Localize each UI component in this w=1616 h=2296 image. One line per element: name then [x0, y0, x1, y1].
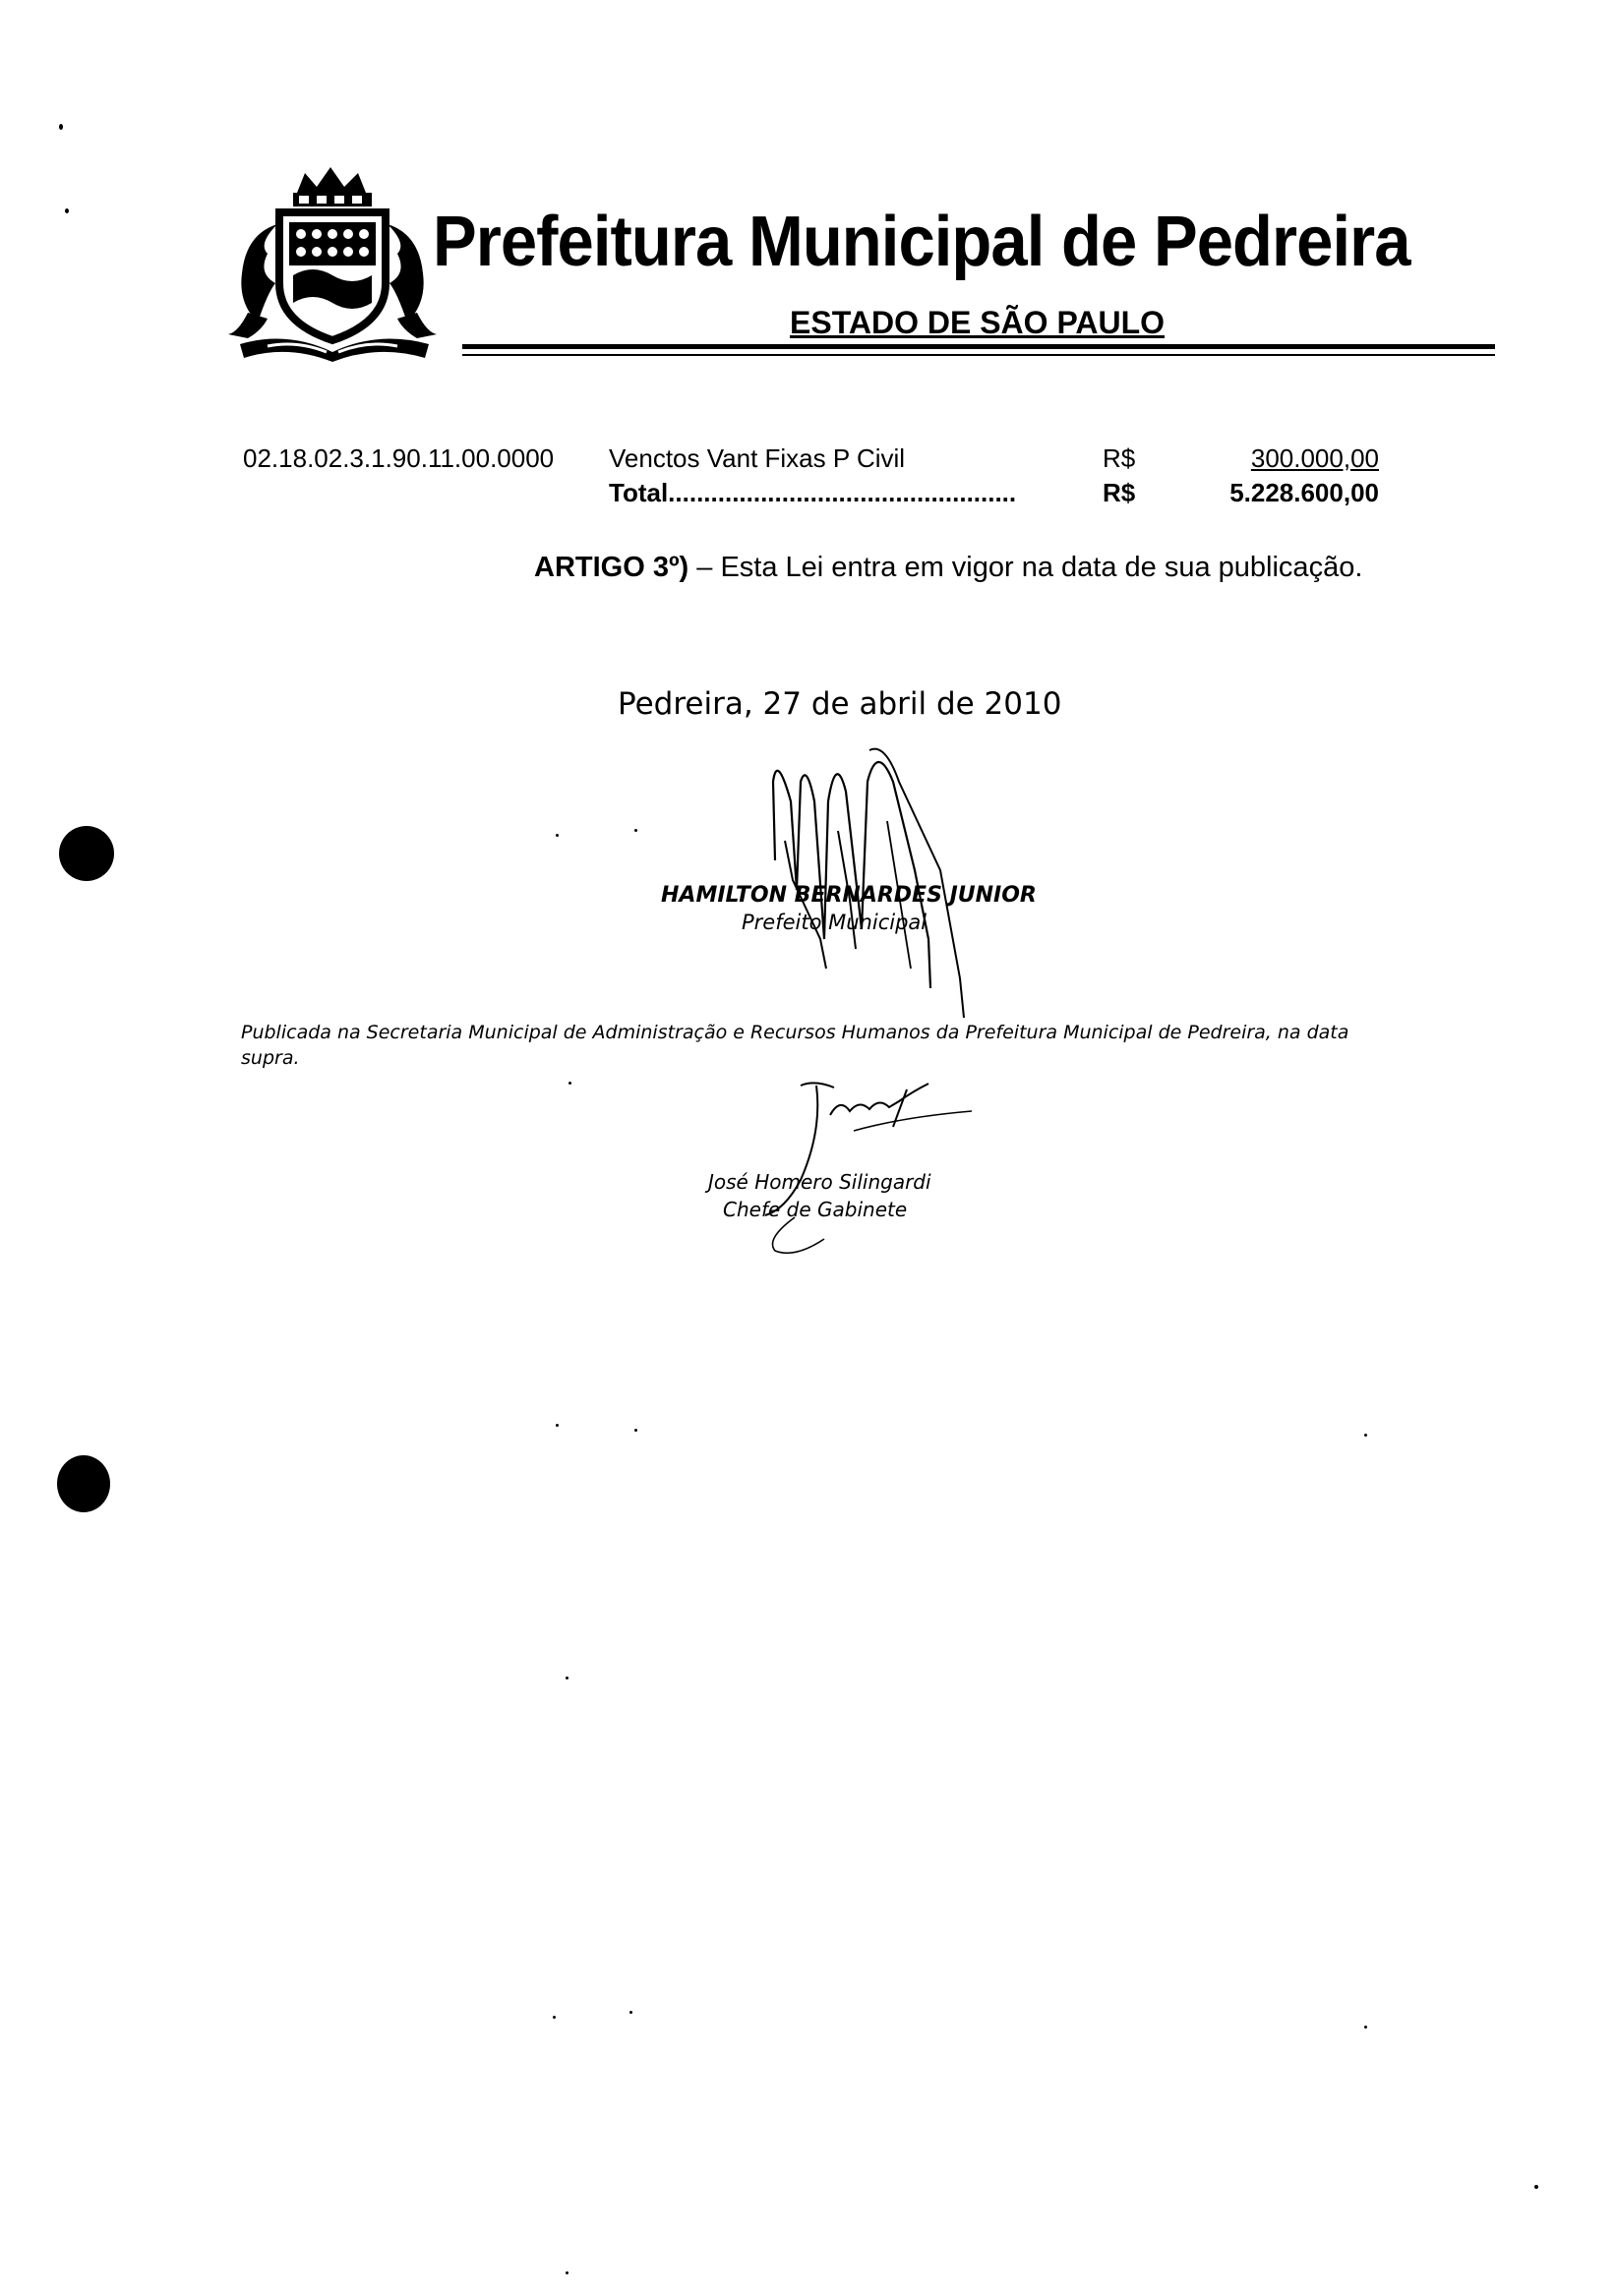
- scan-speck: [569, 1082, 571, 1085]
- article-paragraph: [243, 546, 1408, 589]
- scan-speck: [566, 2271, 569, 2274]
- punch-hole: [57, 1455, 110, 1512]
- mayor-role: Prefeito Municipal: [742, 911, 928, 934]
- scan-speck: [553, 2016, 556, 2019]
- budget-amount: 300.000,00: [1250, 443, 1379, 473]
- punch-hole: [59, 826, 114, 881]
- scan-speck: [556, 1424, 559, 1427]
- scan-speck: [1364, 1434, 1367, 1437]
- scan-speck: [1534, 2185, 1538, 2189]
- page-title: Prefeitura Municipal de Pedreira: [433, 203, 1410, 281]
- scan-speck: [634, 1429, 637, 1432]
- chief-role: Chefe de Gabinete: [723, 1198, 908, 1221]
- chief-name: José Homero Silingardi: [708, 1170, 931, 1194]
- publication-note: Publicada na Secretaria Municipal de Administração e Recursos Humanos da Prefeitura Municipal de Pedreira, na data supra.: [241, 1022, 1349, 1069]
- scan-speck: [566, 1677, 569, 1679]
- scan-speck: [634, 829, 637, 832]
- chief-of-staff-signature: [706, 1072, 991, 1259]
- total-label: Total.................................................: [609, 478, 1017, 507]
- scan-speck: [1364, 2026, 1367, 2029]
- total-currency: R$: [1103, 478, 1136, 507]
- header-divider-thin: [462, 354, 1495, 356]
- budget-code: 02.18.02.3.1.90.11.00.0000: [243, 443, 555, 473]
- header-divider: [462, 344, 1495, 349]
- coat-of-arms-icon: [228, 165, 445, 362]
- scan-speck: [556, 834, 559, 837]
- article-text: – Esta Lei entra em vigor na data de sua publicação.: [696, 552, 1363, 583]
- page-subtitle: ESTADO DE SÃO PAULO: [790, 305, 1166, 340]
- article-heading: ARTIGO 3º): [534, 552, 689, 583]
- scan-speck: [65, 208, 69, 213]
- mayor-name: HAMILTON BERNARDES JUNIOR: [661, 883, 1037, 908]
- budget-currency: R$: [1103, 443, 1136, 473]
- scan-speck: [59, 124, 63, 130]
- budget-description: Venctos Vant Fixas P Civil: [609, 443, 906, 473]
- scan-speck: [629, 2011, 632, 2014]
- total-amount: 5.228.600,00: [1229, 478, 1379, 507]
- date-line: Pedreira, 27 de abril de 2010: [618, 686, 1062, 722]
